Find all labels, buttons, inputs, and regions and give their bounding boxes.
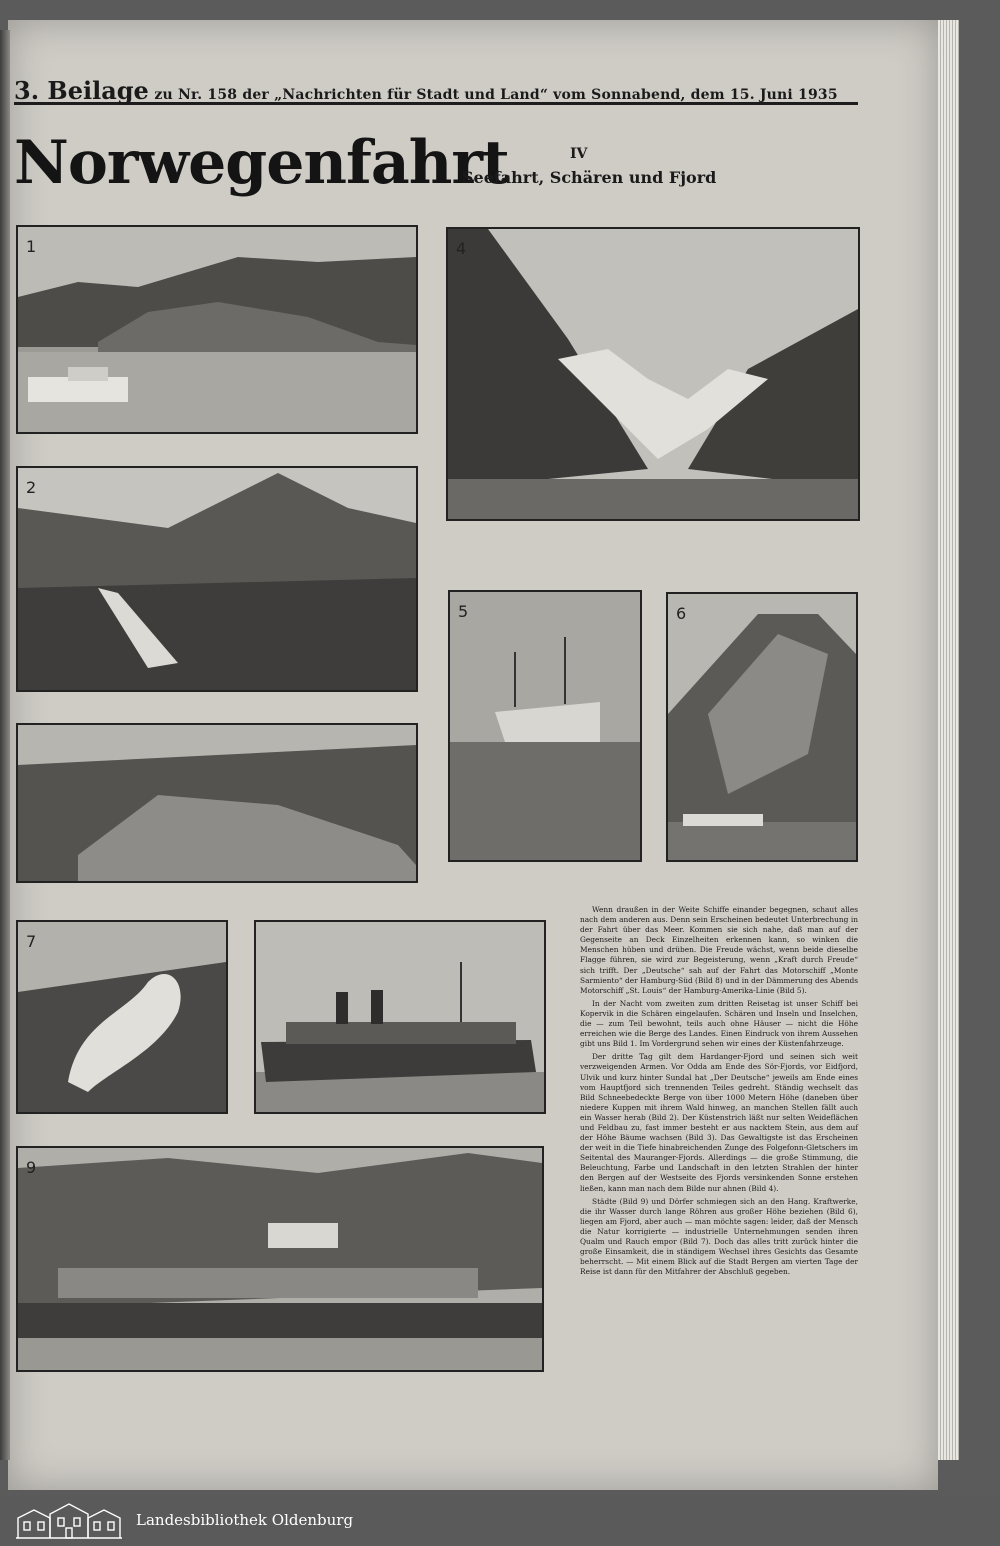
photo-1-image	[18, 227, 416, 432]
photo-5-number: 5	[458, 602, 469, 621]
photo-2-image	[18, 468, 416, 690]
page-subtitle: Seefahrt, Schären und Fjord	[462, 168, 717, 187]
photo-1	[16, 225, 418, 434]
photo-2	[16, 466, 418, 692]
photo-5-image	[450, 592, 640, 860]
photo-6-number: 6	[676, 604, 687, 623]
photo-2-number: 2	[26, 478, 37, 497]
photo-9	[16, 1146, 544, 1372]
article-paragraph: Wenn draußen in der Weite Schiffe einander begegnen, schaut alles nach dem anderen aus. Denn sein Erscheinen bedeutet Unterbrechung in der Fahrt über das Meer. Kommen sie sich nahe, daß man auf der Gegenseite an Deck Einzelheiten erkennen kann, so winken die Menschen hüben und drüben. Die Freude wächst, wenn beide dieselbe Flagge führen, sie wird zur Begeisterung, wenn „Kraft durch Freude“ sich trifft. Der „Deutsche“ sah auf der Fahrt das Motorschiff „Monte Sarmiento“ der Hamburg-Süd (Bild 8) und in der Dämmerung des Abends Motorschiff „St. Louis“ der Hamburg-Amerika-Linie (Bild 5).	[580, 905, 859, 995]
photo-6	[666, 592, 858, 862]
photo-7-image	[18, 922, 226, 1112]
page-edge-left	[0, 30, 10, 1460]
photo-4	[446, 227, 860, 521]
photo-7	[16, 920, 228, 1114]
photo-4-number: 4	[456, 239, 467, 258]
library-name: Landesbibliothek Oldenburg	[136, 1511, 354, 1529]
photo-3	[16, 723, 418, 883]
header-beilage: 3. Beilage	[14, 76, 149, 105]
photo-4-image	[448, 229, 858, 519]
photo-1-number: 1	[26, 237, 37, 256]
photo-6-image	[668, 594, 856, 860]
page-header	[14, 76, 858, 105]
photo-7-number: 7	[26, 932, 37, 951]
photo-8	[254, 920, 546, 1114]
page-title: Norwegenfahrt	[14, 128, 509, 198]
photo-3-image	[18, 725, 416, 881]
article-paragraph: Der dritte Tag gilt dem Hardanger-Fjord und seinen sich weit verzweigenden Armen. Vor Odda am Ende des Sör-Fjords, vor Eidfjord, Ulvik und kurz hinter Sundal hat „Der Deutsche“ jeweils am Ende eines vom Hauptfjord sich trennenden Teiles gedreht. Ständig wechselt das Bild Schneebedeckte Berge von über 1000 Metern Höhe (daneben über niedere Kuppen mit ihrem Wald hinweg, an manchen Stellen fällt auch ein Wasser herab (Bild 2). Der Küstenstrich läßt nur selten Weideflächen und Feldbau zu, fast immer besteht er aus nacktem Stein, aus dem auf der Höhe Bäume wachsen (Bild 3). Das Gewaltigste ist das Erscheinen der weit in die Tiefe hinabreichenden Zunge des Folgefonn-Gletschers im Seitental des Mauranger-Fjords. Allerdings — die große Stimmung, die Beleuchtung, Farbe und Landschaft in den letzten Strahlen der hinter den Bergen auf der Westseite des Fjords versinkenden Sonne erstehen ließen, kann man nach dem Bilde nur ahnen (Bild 4).	[580, 1052, 858, 1193]
photo-5	[448, 590, 642, 862]
article-text	[580, 905, 858, 1280]
photo-8-image	[256, 922, 544, 1112]
article-paragraph: In der Nacht vom zweiten zum dritten Reisetag ist unser Schiff bei Kopervik in die Schären eingelaufen. Schären und Inseln und Inselchen, die — zum Teil bewohnt, teils auch ohne Häuser — nicht die Höhe erreichen wie die Berge des Landes. Einen Eindruck von ihrem Aussehen gibt uns Bild 1. Im Vordergrund sehen wir eines der Küstenfahrzeuge.	[580, 998, 858, 1049]
header-issue: zu Nr. 158 der „Nachrichten für Stadt und Land“ vom Sonnabend, dem 15. Juni 1935	[154, 87, 838, 103]
library-footer	[0, 1496, 1000, 1546]
library-building-icon	[14, 1500, 124, 1542]
part-number: IV	[570, 146, 588, 162]
photo-9-number: 9	[26, 1158, 37, 1177]
article-paragraph: Städte (Bild 9) und Dörfer schmiegen sich an den Hang. Kraftwerke, die ihr Wasser durch lange Röhren aus großer Höhe beziehen (Bild 6), liegen am Fjord, aber auch — man möchte sagen: leider, daß der Mensch die Natur korrigierte — industrielle Unternehmungen senden ihren Qualm und Rauch empor (Bild 7). Doch das alles tritt zurück hinter die große Einsamkeit, die in ständigem Wechsel ihres Gesichts das Gesamte beherrscht. — Mit einem Blick auf die Stadt Bergen am vierten Tage der Reise ist dann für den Mitfahrer der Abschluß gegeben.	[580, 1196, 858, 1277]
photo-9-image	[18, 1148, 542, 1370]
